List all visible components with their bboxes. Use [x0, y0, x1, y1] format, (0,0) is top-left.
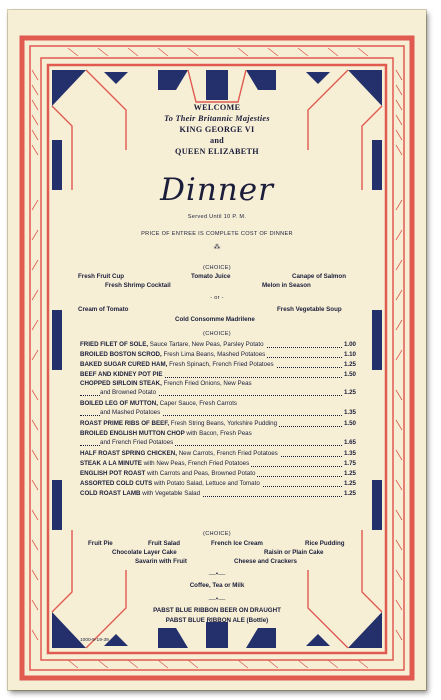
ornament-2: —•—: [208, 570, 226, 578]
entree-name: BROILED ENGLISH MUTTON CHOP: [80, 430, 185, 437]
entree-price: 1.35: [343, 450, 356, 457]
entree-name: STEAK A LA MINUTE: [80, 460, 142, 467]
entree-name: HALF ROAST SPRING CHICKEN,: [80, 450, 177, 457]
beer-draught: PABST BLUE RIBBON BEER ON DRAUGHT: [153, 607, 281, 614]
entree-detail: Sauce Tartare, New Peas, Parsley Potato: [149, 341, 264, 348]
entree-name: BROILED BOSTON SCROD,: [80, 351, 162, 358]
price-note: PRICE OF ENTREE IS COMPLETE COST OF DINNER: [141, 231, 293, 237]
served-until: Served Until 10 P. M.: [187, 214, 247, 220]
entree-detail-cont: and Browned Potato: [100, 389, 157, 396]
beverages: Coffee, Tea or Milk: [189, 582, 245, 589]
entree-detail: with Carrots and Peas, Browned Potato: [147, 470, 256, 477]
entree-name: ASSORTED COLD CUTS: [80, 480, 153, 487]
entree-price: 1.35: [343, 409, 356, 416]
entree-price: 1.10: [343, 351, 356, 358]
entree-price: 1.65: [343, 439, 356, 446]
ornament-1: ⁂: [213, 243, 221, 251]
entree-detail: Fresh Lima Beans, Mashed Potatoes: [163, 351, 266, 358]
entree-row: [80, 351, 356, 360]
header-and: and: [209, 136, 225, 145]
dessert-item: Cheese and Crackers: [234, 558, 297, 565]
entree-price: 1.25: [343, 389, 356, 396]
entree-detail-cont: and Mashed Potatoes: [100, 409, 161, 416]
entree-detail: with Vegetable Salad: [142, 490, 201, 497]
dessert-item: Chocolate Layer Cake: [112, 549, 177, 556]
soup-item: Fresh Vegetable Soup: [277, 306, 342, 313]
dessert-item: French Ice Cream: [211, 540, 263, 547]
dessert-item: Raisin or Plain Cake: [264, 549, 324, 556]
entree-detail: Fresh String Beans, Yorkshire Pudding: [170, 420, 278, 427]
appetizer-item: Tomato Juice: [191, 273, 231, 280]
entree-detail: with Potato Salad, Lettuce and Tomato: [153, 480, 260, 487]
entree-row: [80, 341, 356, 350]
entree-row: [80, 450, 356, 459]
entree-name: CHOPPED SIRLOIN STEAK,: [80, 380, 162, 387]
entree-price: 1.25: [343, 470, 356, 477]
soup-item: Cream of Tomato: [78, 306, 129, 313]
choice-label-1: (CHOICE): [203, 265, 231, 271]
entree-detail-cont: and French Fried Potatoes: [100, 439, 174, 446]
entree-name: ENGLISH POT ROAST: [80, 470, 146, 477]
entree-detail: French Fried Onions, New Peas: [163, 380, 252, 387]
dessert-item: Fruit Salad: [148, 540, 180, 547]
dinner-title: Dinner: [160, 172, 274, 208]
entree-row: [80, 460, 356, 469]
header-king: KING GEORGE VI: [179, 125, 255, 134]
soup-item: Cold Consomme Madrilene: [175, 316, 255, 323]
entree-name: COLD ROAST LAMB: [80, 490, 141, 497]
entree-row: [80, 371, 356, 380]
entree-price: 1.00: [343, 341, 356, 348]
entree-name: BAKED SUGAR CURED HAM,: [80, 361, 168, 368]
entree-detail: with New Peas, French Fried Potatoes: [143, 460, 250, 467]
entree-name: FRIED FILET OF SOLE,: [80, 341, 149, 348]
appetizer-item: Canape of Salmon: [292, 273, 346, 280]
entree-row: [80, 409, 356, 418]
entree-name: BOILED LEG OF MUTTON,: [80, 400, 158, 407]
entree-row: [80, 389, 356, 398]
entree-row: [80, 439, 356, 448]
entree-price: 1.25: [343, 490, 356, 497]
entree-price: 1.25: [343, 361, 356, 368]
header-queen: QUEEN ELIZABETH: [175, 147, 259, 156]
entree-row: [80, 420, 356, 429]
beer-bottle: PABST BLUE RIBBON ALE (Bottle): [165, 617, 269, 624]
choice-label-2: (CHOICE): [203, 331, 231, 337]
header-majesties: To Their Britannic Majesties: [164, 114, 270, 123]
entree-price: 1.50: [343, 420, 356, 427]
appetizer-item: Fresh Shrimp Cocktail: [105, 282, 171, 289]
entree-detail: New Carrots, French Fried Potatoes: [178, 450, 278, 457]
entree-row: [80, 361, 356, 370]
choice-label-3: (CHOICE): [203, 531, 231, 537]
or-label: - or -: [210, 295, 224, 301]
appetizer-item: Melon in Season: [262, 282, 311, 289]
entree-price: 1.50: [343, 371, 356, 378]
entree-name: BEEF AND KIDNEY POT PIE: [80, 371, 163, 378]
menu-card: [8, 10, 426, 690]
entree-detail: Caper Sauce, Fresh Carrots: [159, 400, 238, 407]
entree-name: [80, 430, 252, 437]
entree-row: [80, 470, 356, 479]
dessert-item: Fruit Pie: [88, 540, 113, 547]
entree-row: [80, 480, 356, 489]
entree-detail: Fresh Spinach, French Fried Potatoes: [169, 361, 274, 368]
entree-name: [80, 380, 252, 387]
entree-row: [80, 490, 356, 499]
print-code: 1000-5-19-39: [80, 638, 109, 643]
entree-name: [80, 400, 237, 407]
ornament-3: —•—: [208, 595, 226, 603]
dessert-item: Savarin with Fruit: [135, 558, 187, 565]
entree-detail: with Bacon, Fresh Peas: [186, 430, 252, 437]
entree-price: 1.25: [343, 480, 356, 487]
entree-price: 1.75: [343, 460, 356, 467]
dessert-item: Rice Pudding: [305, 540, 345, 547]
appetizer-item: Fresh Fruit Cup: [78, 273, 125, 280]
entree-name: ROAST PRIME RIBS OF BEEF,: [80, 420, 170, 427]
header-welcome: WELCOME: [193, 103, 241, 112]
